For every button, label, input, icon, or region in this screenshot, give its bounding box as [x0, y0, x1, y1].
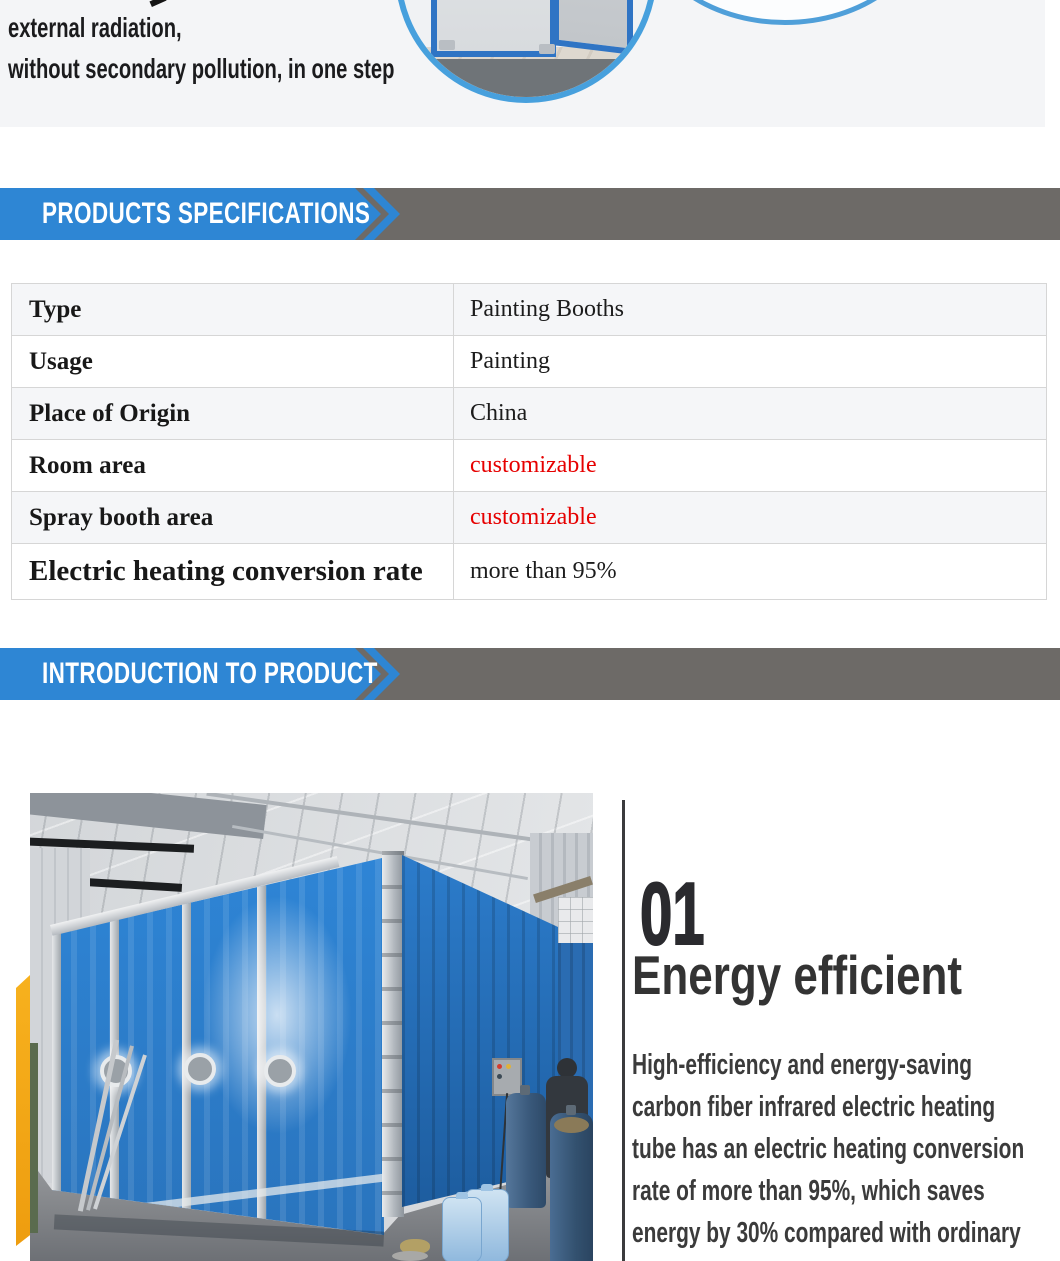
feature-description-line: High-efficiency and energy-saving — [632, 1049, 972, 1081]
booth-light-reflection — [202, 895, 352, 1135]
circle-floor-mat — [395, 59, 657, 99]
feature-description-line: carbon fiber infrared electric heating — [632, 1091, 996, 1123]
container-foot — [439, 40, 455, 50]
feature-description — [632, 1044, 1060, 1254]
hero-product-circle-image — [395, 0, 657, 103]
control-button-red — [497, 1064, 502, 1069]
door-handle-wheel — [264, 1055, 296, 1087]
container-side-face — [553, 0, 633, 55]
spec-label: Place of Origin — [12, 388, 454, 440]
hero-caption-line1: external radiation, — [8, 12, 182, 43]
specifications-banner — [0, 188, 1060, 240]
table-row — [12, 388, 1047, 440]
spec-label: Electric heating conversion rate — [12, 544, 454, 600]
feature-title: Energy efficient — [632, 944, 963, 1006]
floor-disc — [392, 1251, 428, 1261]
cylinder-valve — [520, 1085, 530, 1095]
door-handle-wheel — [184, 1053, 216, 1085]
yellow-accent-bar — [16, 975, 30, 1246]
introduction-banner — [0, 648, 1060, 700]
booth-door-frame — [182, 855, 191, 1240]
table-row — [12, 492, 1047, 544]
control-box — [492, 1058, 522, 1096]
specifications-banner-label: PRODUCTS SPECIFICATIONS — [42, 197, 371, 230]
photo-tiled-wall — [558, 897, 593, 945]
spec-value-highlighted: customizable — [454, 440, 1047, 492]
specifications-table — [11, 283, 1047, 600]
feature-description-line: tube has an electric heating conversion — [632, 1133, 1025, 1165]
booth-corner-post — [382, 851, 404, 1217]
spec-label: Type — [12, 284, 454, 336]
hero-secondary-circle — [640, 0, 930, 25]
leaning-board — [30, 1043, 38, 1233]
worker-head — [557, 1058, 577, 1078]
spec-value: Painting — [454, 336, 1047, 388]
hero-section — [0, 0, 1045, 127]
spec-label: Spray booth area — [12, 492, 454, 544]
feature-description-line: energy by 30% compared with ordinary — [632, 1217, 1021, 1249]
hero-caption-line2: without secondary pollution, in one step — [8, 53, 395, 84]
cylinder-valve — [566, 1105, 576, 1115]
cropped-text-fragment — [149, 0, 166, 7]
feature-number: 01 — [640, 864, 705, 963]
table-row — [12, 440, 1047, 492]
table-row — [12, 284, 1047, 336]
gas-cylinder — [550, 1113, 593, 1261]
spec-value: China — [454, 388, 1047, 440]
control-button-yellow — [506, 1064, 511, 1069]
water-bottle — [442, 1197, 482, 1261]
circle-container-render — [431, 0, 636, 57]
gas-cylinder — [506, 1093, 546, 1208]
control-button-dark — [497, 1074, 502, 1079]
spec-value: Painting Booths — [454, 284, 1047, 336]
introduction-banner-label: INTRODUCTION TO PRODUCT — [42, 657, 378, 690]
product-photo — [30, 793, 593, 1261]
section-divider-line — [622, 800, 625, 1261]
spec-value: more than 95% — [454, 544, 1047, 600]
feature-description-line: rate of more than 95%, which saves — [632, 1175, 985, 1207]
table-row — [12, 336, 1047, 388]
spec-label: Room area — [12, 440, 454, 492]
spec-value-highlighted: customizable — [454, 492, 1047, 544]
container-foot — [539, 44, 555, 54]
spec-label: Usage — [12, 336, 454, 388]
table-row — [12, 544, 1047, 600]
